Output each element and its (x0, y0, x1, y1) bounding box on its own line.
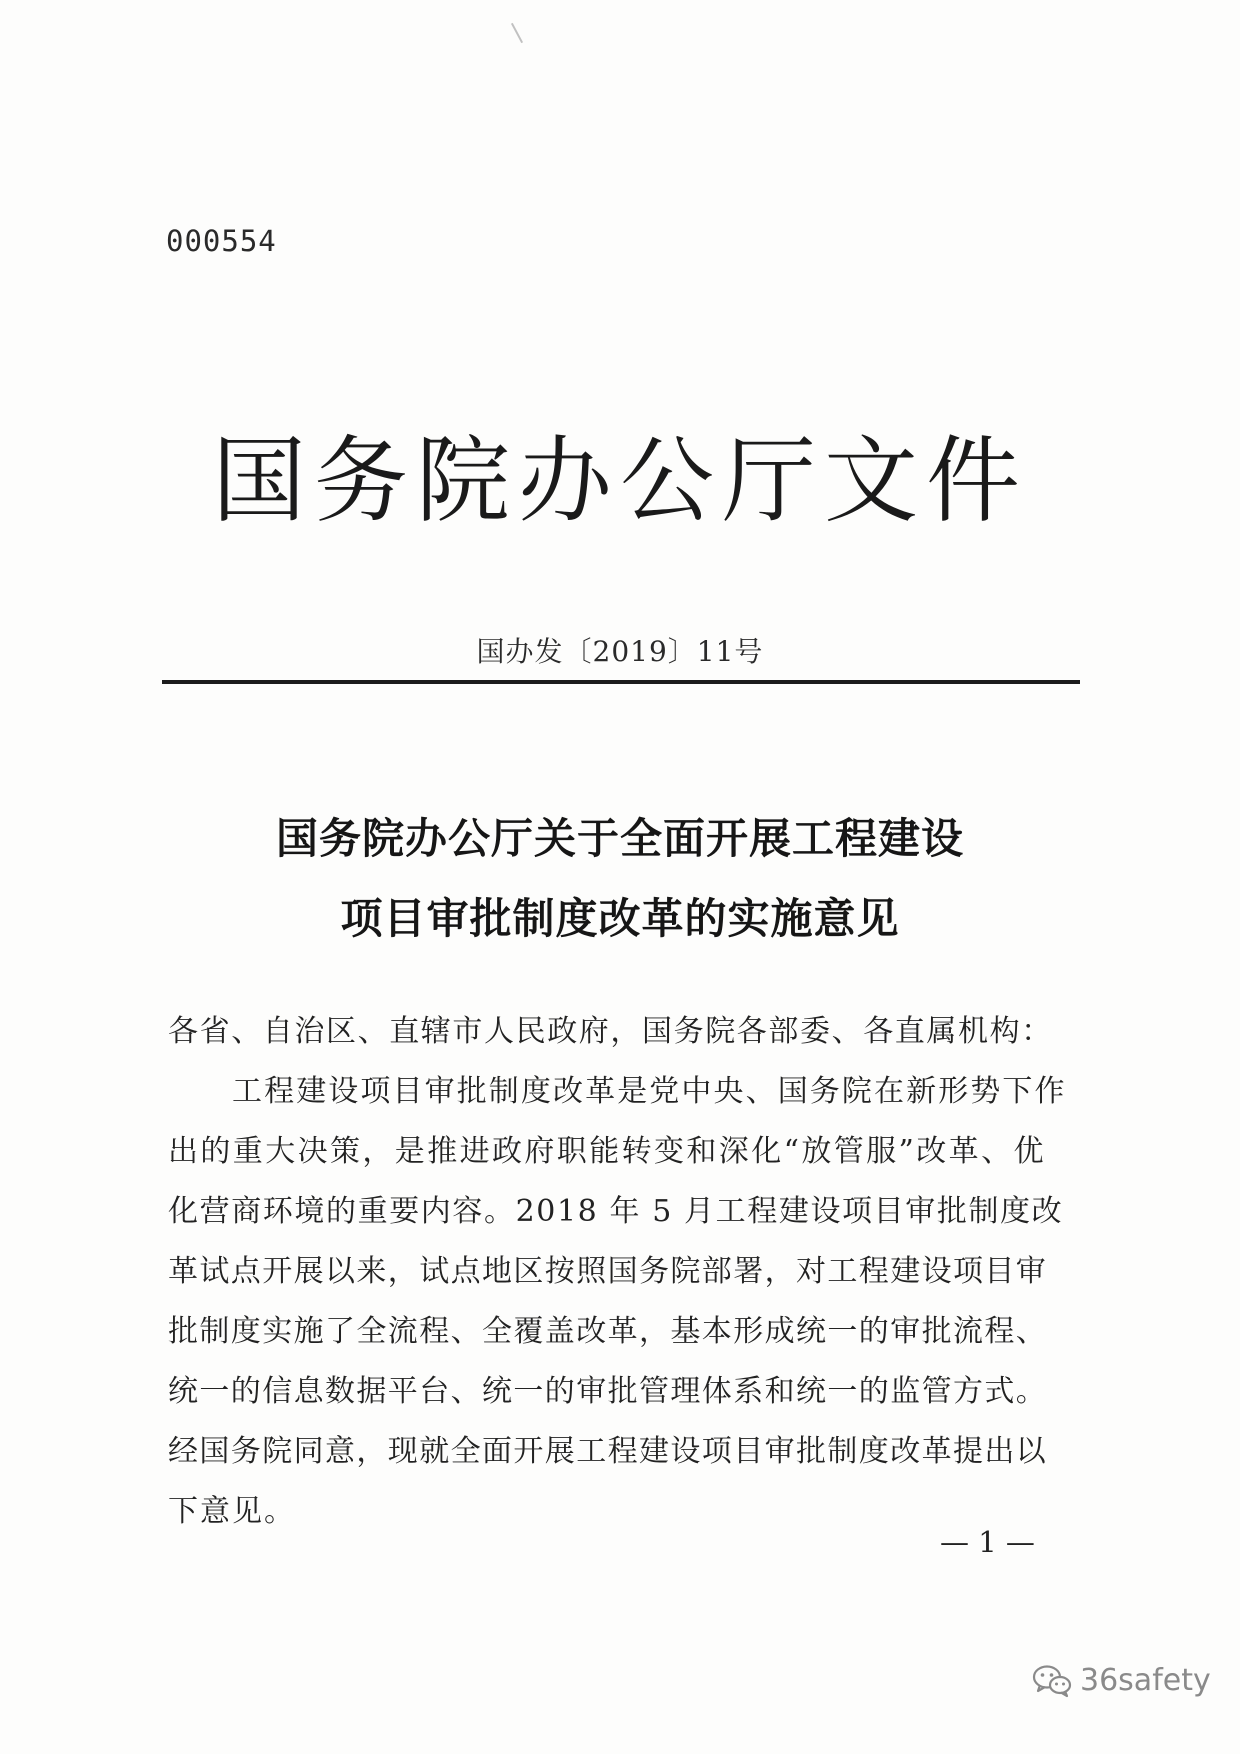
serial-number: 000554 (166, 224, 277, 258)
scan-mark (511, 23, 523, 43)
body-line: 下意见。 (168, 1494, 296, 1529)
body-line: 经国务院同意，现就全面开展工程建设项目审批制度改革提出以 (168, 1434, 1048, 1469)
page-number: — 1 — (940, 1525, 1035, 1559)
masthead: 国务院办公厅文件 (211, 427, 1028, 536)
addressee-line: 各省、自治区、直辖市人民政府，国务院各部委、各直属机构： (168, 1014, 1053, 1049)
masthead-divider (162, 680, 1080, 684)
body-line: 出的重大决策，是推进政府职能转变和深化“放管服”改革、优 (168, 1134, 1046, 1169)
document-title-line2: 项目审批制度改革的实施意见 (340, 894, 900, 943)
watermark-text: 36safety (1080, 1663, 1211, 1698)
body-line: 革试点开展以来，试点地区按照国务院部署，对工程建设项目审 (168, 1254, 1048, 1289)
body-line: 批制度实施了全流程、全覆盖改革，基本形成统一的审批流程、 (168, 1314, 1048, 1349)
issue-number: 国办发〔2019〕11号 (476, 635, 764, 668)
wechat-icon (1032, 1664, 1072, 1698)
body-line: 工程建设项目审批制度改革是党中央、国务院在新形势下作 (232, 1074, 1067, 1109)
body-line: 化营商环境的重要内容。2018 年 5 月工程建设项目审批制度改 (168, 1194, 1064, 1229)
body-line: 统一的信息数据平台、统一的审批管理体系和统一的监管方式。 (168, 1374, 1048, 1409)
document-title-line1: 国务院办公厅关于全面开展工程建设 (275, 814, 964, 863)
watermark (1032, 1663, 1211, 1698)
